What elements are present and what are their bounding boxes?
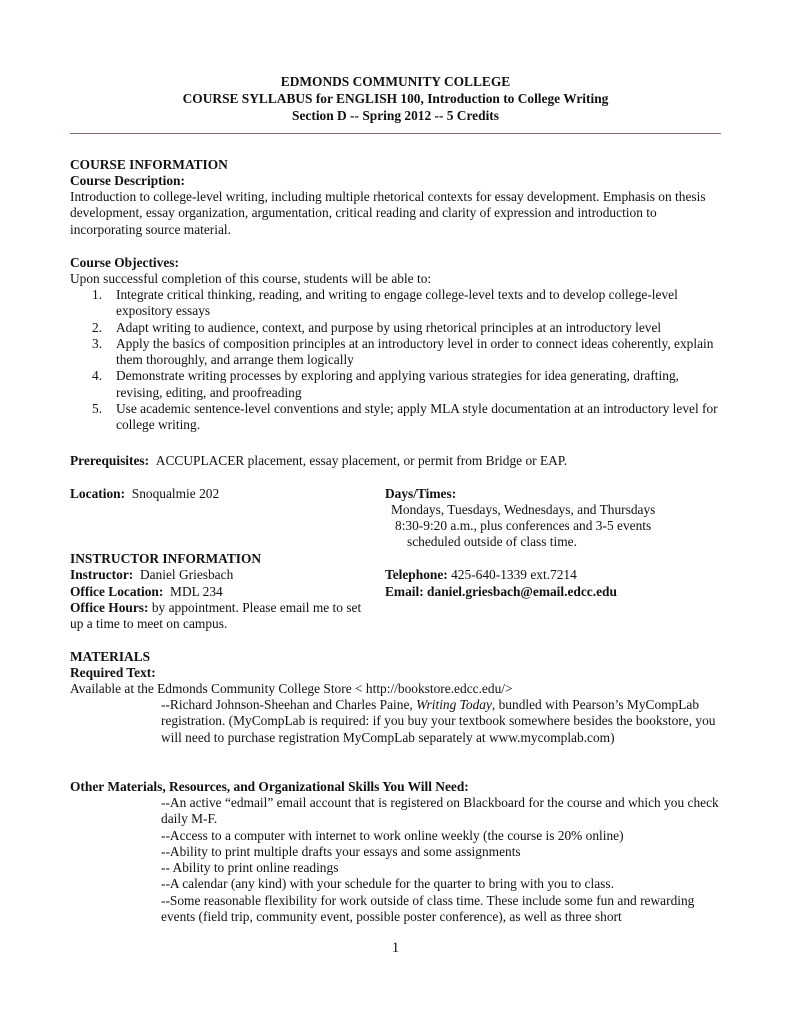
objective-item: 1. Integrate critical thinking, reading, and writing to engage college-level texts and to develop college-level expository essays xyxy=(92,287,678,319)
materials-heading: MATERIALS xyxy=(70,649,151,664)
course-objectives-intro: Upon successful completion of this course, students will be able to: xyxy=(70,271,432,286)
list-item: --Ability to print multiple drafts your essays and some assignments xyxy=(161,843,521,859)
objective-item: 4. Demonstrate writing processes by exploring and applying various strategies for idea generating, drafting, revising, editing, and proofreading xyxy=(92,368,679,400)
days-line-1: Mondays, Tuesdays, Wednesdays, and Thursdays xyxy=(391,502,656,517)
other-materials-label: Other Materials, Resources, and Organizational Skills You Will Need: xyxy=(70,779,469,794)
required-text-label: Required Text: xyxy=(70,665,156,680)
prerequisites: Prerequisites: ACCUPLACER placement, essay placement, or permit from Bridge or EAP. xyxy=(70,453,568,468)
telephone: Telephone: 425-640-1339 ext.7214 xyxy=(385,567,577,582)
list-item: -- Ability to print online readings xyxy=(161,860,339,876)
syllabus-title: COURSE SYLLABUS for ENGLISH 100, Introduction to College Writing xyxy=(182,91,609,106)
objective-item: 5. Use academic sentence-level conventions and style; apply MLA style documentation at an introductory level for college writing. xyxy=(92,401,718,433)
office-location: Office Location: MDL 234 xyxy=(70,584,223,599)
bookstore-availability: Available at the Edmonds Community College Store < http://bookstore.edcc.edu/> xyxy=(70,681,513,696)
list-item: --Access to a computer with internet to work online weekly (the course is 20% online) xyxy=(161,827,624,843)
instructor-name: Instructor: Daniel Griesbach xyxy=(70,567,234,582)
header-divider xyxy=(70,133,721,134)
list-item: --An active “edmail” email account that is registered on Blackboard for the course and which you check daily M-F. xyxy=(161,795,719,827)
days-line-2: 8:30-9:20 a.m., plus conferences and 3-5 events xyxy=(395,518,652,533)
course-info-heading: COURSE INFORMATION xyxy=(70,157,228,172)
days-times-label: Days/Times: xyxy=(385,486,457,501)
list-item: --Some reasonable flexibility for work outside of class time. These include some fun and rewarding events (field trip, community event, possible poster conference), as well as three short xyxy=(161,892,695,925)
page-number: 1 xyxy=(391,940,400,956)
office-hours: Office Hours: by appointment. Please email me to set up a time to meet on campus. xyxy=(70,600,362,632)
course-description-label: Course Description: xyxy=(70,173,185,188)
location: Location: Snoqualmie 202 xyxy=(70,486,220,501)
course-objectives-label: Course Objectives: xyxy=(70,255,179,270)
days-line-3: scheduled outside of class time. xyxy=(407,534,577,549)
instructor-info-heading: INSTRUCTOR INFORMATION xyxy=(70,551,262,566)
objective-item: 2. Adapt writing to audience, context, and purpose by using rhetorical principles at an introductory level xyxy=(92,319,662,335)
section-line: Section D -- Spring 2012 -- 5 Credits xyxy=(292,108,499,123)
objectives-list xyxy=(70,287,721,434)
other-materials-list xyxy=(161,795,721,925)
list-item: --A calendar (any kind) with your schedule for the quarter to bring with you to class. xyxy=(161,876,614,892)
objective-item: 3. Apply the basics of composition principles at an introductory level in order to connect ideas coherently, explain them thoroughly, and arrange them logically xyxy=(92,335,714,368)
course-description: Introduction to college-level writing, including multiple rhetorical contexts for essay development. Emphasis on thesis development, essay organization, argumentation, critical reading and clarity of expression and introduction to incorporating source material. xyxy=(70,189,706,237)
college-name: EDMONDS COMMUNITY COLLEGE xyxy=(280,74,511,89)
email: Email: daniel.griesbach@email.edcc.edu xyxy=(385,584,617,599)
required-textbook: --Richard Johnson-Sheehan and Charles Paine, Writing Today, bundled with Pearson’s MyCompLab registration. (MyCompLab is required: if you buy your textbook somewhere besides the bookstore, you will need to purchase registration MyCompLab separately at www.mycomplab.com) xyxy=(161,697,716,745)
